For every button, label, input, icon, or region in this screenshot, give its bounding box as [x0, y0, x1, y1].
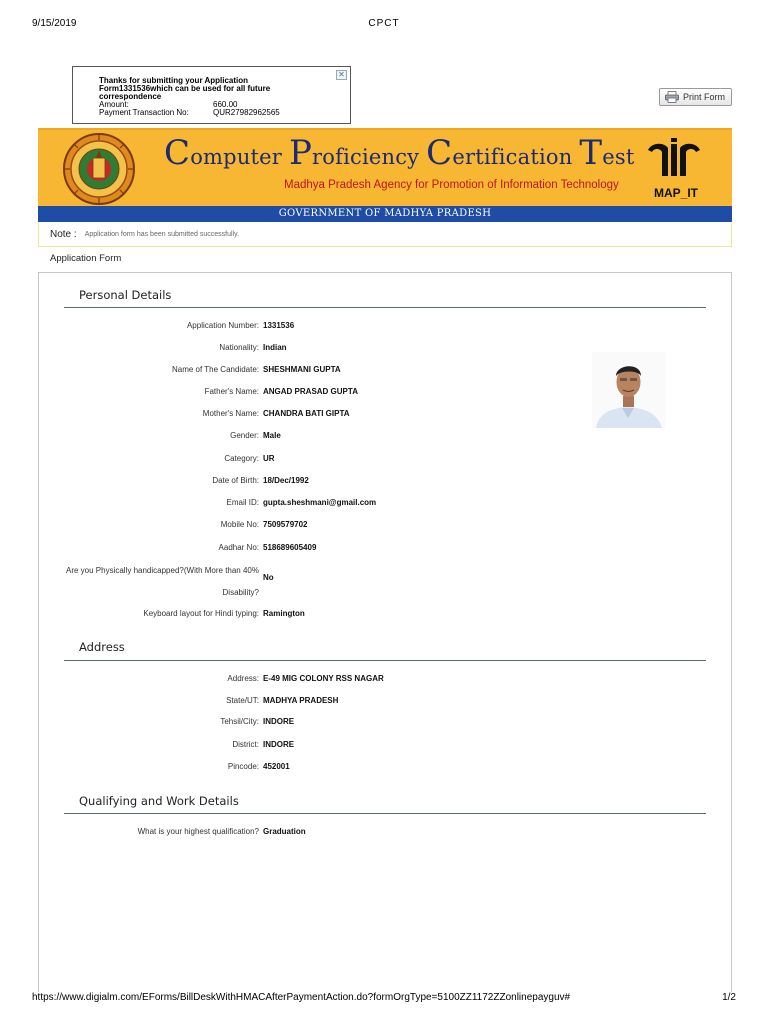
close-icon[interactable]: ✕	[336, 70, 347, 80]
txn-value: QUR27982962565	[213, 108, 280, 117]
personal-details-title: Personal Details	[79, 288, 172, 302]
print-date: 9/15/2019	[32, 18, 77, 29]
field-address: Address: E-49 MIG COLONY RSS NAGAR	[227, 674, 384, 683]
note-label: Note :	[50, 229, 77, 240]
field-application-number: Application Number: 1331536	[186, 321, 295, 330]
field-category: Category: UR	[224, 454, 275, 463]
field-nationality: Nationality: Indian	[219, 343, 287, 352]
amount-label: Amount:	[99, 100, 129, 109]
field-mobile: Mobile No: 7509579702	[220, 520, 308, 529]
field-date-of-birth: Date of Birth: 18/Dec/1992	[212, 476, 309, 485]
field-aadhar: Aadhar No: 518689605409	[218, 543, 317, 552]
print-form-label: Print Form	[683, 92, 726, 102]
mp-emblem-icon	[60, 132, 138, 206]
qualifying-title: Qualifying and Work Details	[79, 794, 239, 808]
field-highest-qualification: What is your highest qualification? Graduation	[137, 827, 306, 836]
field-tehsil-city: Tehsil/City: INDORE	[220, 717, 295, 726]
candidate-photo	[592, 352, 665, 428]
printer-icon	[665, 91, 679, 103]
section-divider	[64, 307, 706, 308]
banner-subtitle: Madhya Pradesh Agency for Promotion of Information Technology	[284, 179, 619, 191]
notice-message: Thanks for submitting your Application Form1331536which can be used for all future correspondence	[99, 76, 271, 101]
field-physically-handicapped: Are you Physically handicapped?(With More than 40% Disability? No	[66, 566, 274, 597]
payment-notice	[72, 66, 351, 124]
banner-title: Computer Proficiency Certification Test	[164, 133, 635, 173]
txn-row	[99, 109, 342, 117]
print-title: CPCT	[368, 18, 400, 29]
amount-value: 660.00	[213, 100, 238, 109]
cpct-banner	[38, 128, 732, 206]
section-divider	[64, 813, 706, 814]
application-form-heading: Application Form	[50, 253, 122, 264]
note-bar	[38, 223, 732, 247]
page-number: 1/2	[722, 992, 736, 1003]
field-gender: Gender: Male	[230, 431, 281, 440]
field-keyboard-layout: Keyboard layout for Hindi typing: Ramington	[143, 609, 305, 618]
field-district: District: INDORE	[232, 740, 295, 749]
section-divider	[64, 660, 706, 661]
print-form-button[interactable]	[659, 88, 732, 106]
field-mother-name: Mother's Name: CHANDRA BATI GIPTA	[202, 409, 350, 418]
field-state: State/UT: MADHYA PRADESH	[226, 696, 339, 705]
field-pincode: Pincode: 452001	[227, 762, 290, 771]
field-email: Email ID: gupta.sheshmani@gmail.com	[226, 498, 377, 507]
page-url: https://www.digialm.com/EForms/BillDeskWithHMACAfterPaymentAction.do?formOrgType=5100ZZ1172ZZonlinepayguv#	[32, 992, 571, 1003]
address-title: Address	[79, 640, 125, 654]
note-text: Application form has been submitted successfully.	[84, 231, 240, 238]
field-candidate-name: Name of The Candidate: SHESHMANI GUPTA	[171, 365, 341, 374]
mapit-label: MAP_IT	[654, 186, 699, 200]
gov-bar: GOVERNMENT OF MADHYA PRADESH	[38, 206, 732, 222]
field-father-name: Father's Name: ANGAD PRASAD GUPTA	[204, 387, 358, 396]
txn-label: Payment Transaction No:	[99, 108, 189, 117]
